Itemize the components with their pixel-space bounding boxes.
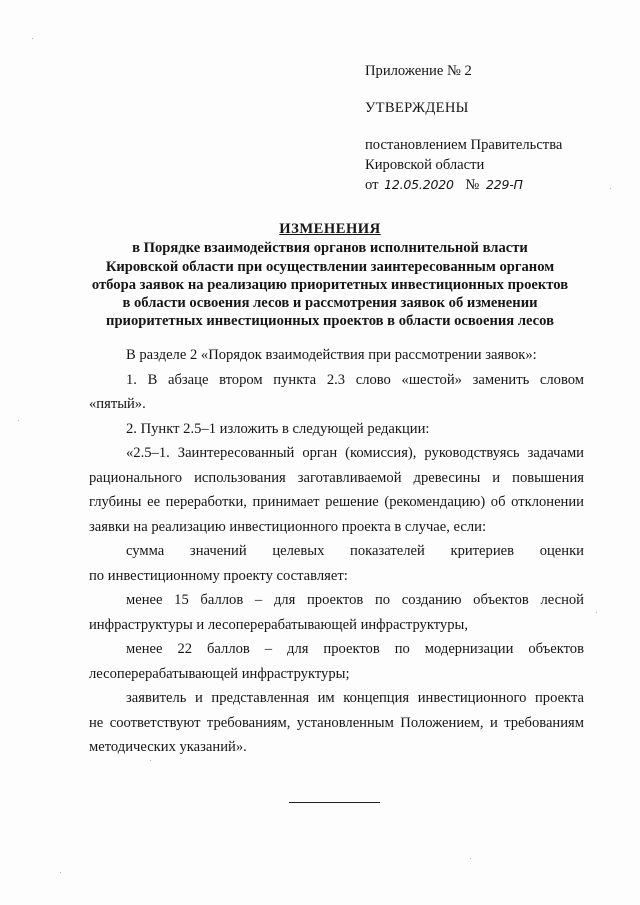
decree-number: 229-П <box>485 177 523 192</box>
body-line: 1. В абзаце втором пункта 2.3 слово «шестой» заменить словом <box>126 371 584 388</box>
decree-line-2: Кировской области <box>365 157 485 173</box>
title-heading: ИЗМЕНЕНИЯ <box>279 221 381 237</box>
body-line: сумма значений целевых показателей критериев оценки <box>126 543 584 559</box>
scan-speck <box>150 760 151 761</box>
body-line: не соответствуют требованиям, установленным Положением, и требованиям <box>89 714 584 731</box>
body-line: лесоперерабатывающей инфраструктуры; <box>89 665 350 682</box>
scan-speck <box>18 420 19 421</box>
body-line: глубины ее переработки, принимает решение (рекомендацию) об отклонении <box>89 494 584 510</box>
approved-label: УТВЕРЖДЕНЫ <box>365 100 469 116</box>
date-prefix: от <box>365 177 379 193</box>
body-line: по инвестиционному проекту составляет: <box>89 567 348 584</box>
title-line: отбора заявок на реализацию приоритетных инвестиционных проектов <box>91 276 569 293</box>
document-body <box>89 343 584 760</box>
body-line: методических указаний». <box>89 739 247 755</box>
number-prefix: № <box>465 177 480 193</box>
title-line: приоритетных инвестиционных проектов в области освоения лесов <box>106 313 554 330</box>
decree-line-1: постановлением Правительства <box>365 137 563 153</box>
body-line: менее 22 баллов – для проектов по модернизации объектов <box>126 641 584 657</box>
body-line: «пятый». <box>89 396 146 412</box>
scan-speck <box>470 858 471 859</box>
scan-speck <box>60 872 61 873</box>
approval-block <box>365 61 605 195</box>
body-line: «2.5–1. Заинтересованный орган (комиссия), руководствуясь задачами <box>126 445 584 461</box>
end-separator-line <box>289 802 380 803</box>
body-line: рационального использования заготавливаемой древесины и повышения <box>89 469 584 486</box>
scan-speck <box>610 188 611 189</box>
body-line: заявитель и представленная им концепция инвестиционного проекта <box>126 690 584 706</box>
title-line: в Порядке взаимодействия органов исполнительной власти <box>132 240 528 257</box>
decree-date-line <box>365 175 605 195</box>
body-line: В разделе 2 «Порядок взаимодействия при рассмотрении заявок»: <box>126 347 537 363</box>
body-line: заявки на реализацию инвестиционного проекта в случае, если: <box>89 518 487 535</box>
body-line: инфраструктуры и лесоперерабатывающей инфраструктуры, <box>89 616 468 633</box>
document-title <box>80 220 580 331</box>
title-line: в области освоения лесов и рассмотрения заявок об изменении <box>122 295 538 312</box>
appendix-label: Приложение № 2 <box>365 63 472 79</box>
title-line: Кировской области при осуществлении заинтересованным органом <box>105 258 555 275</box>
scan-speck <box>32 38 33 39</box>
body-line: 2. Пункт 2.5–1 изложить в следующей редакции: <box>126 420 430 437</box>
body-line: менее 15 баллов – для проектов по созданию объектов лесной <box>126 592 584 608</box>
scan-speck <box>596 612 597 613</box>
decree-date: 12.05.2020 <box>384 177 454 192</box>
